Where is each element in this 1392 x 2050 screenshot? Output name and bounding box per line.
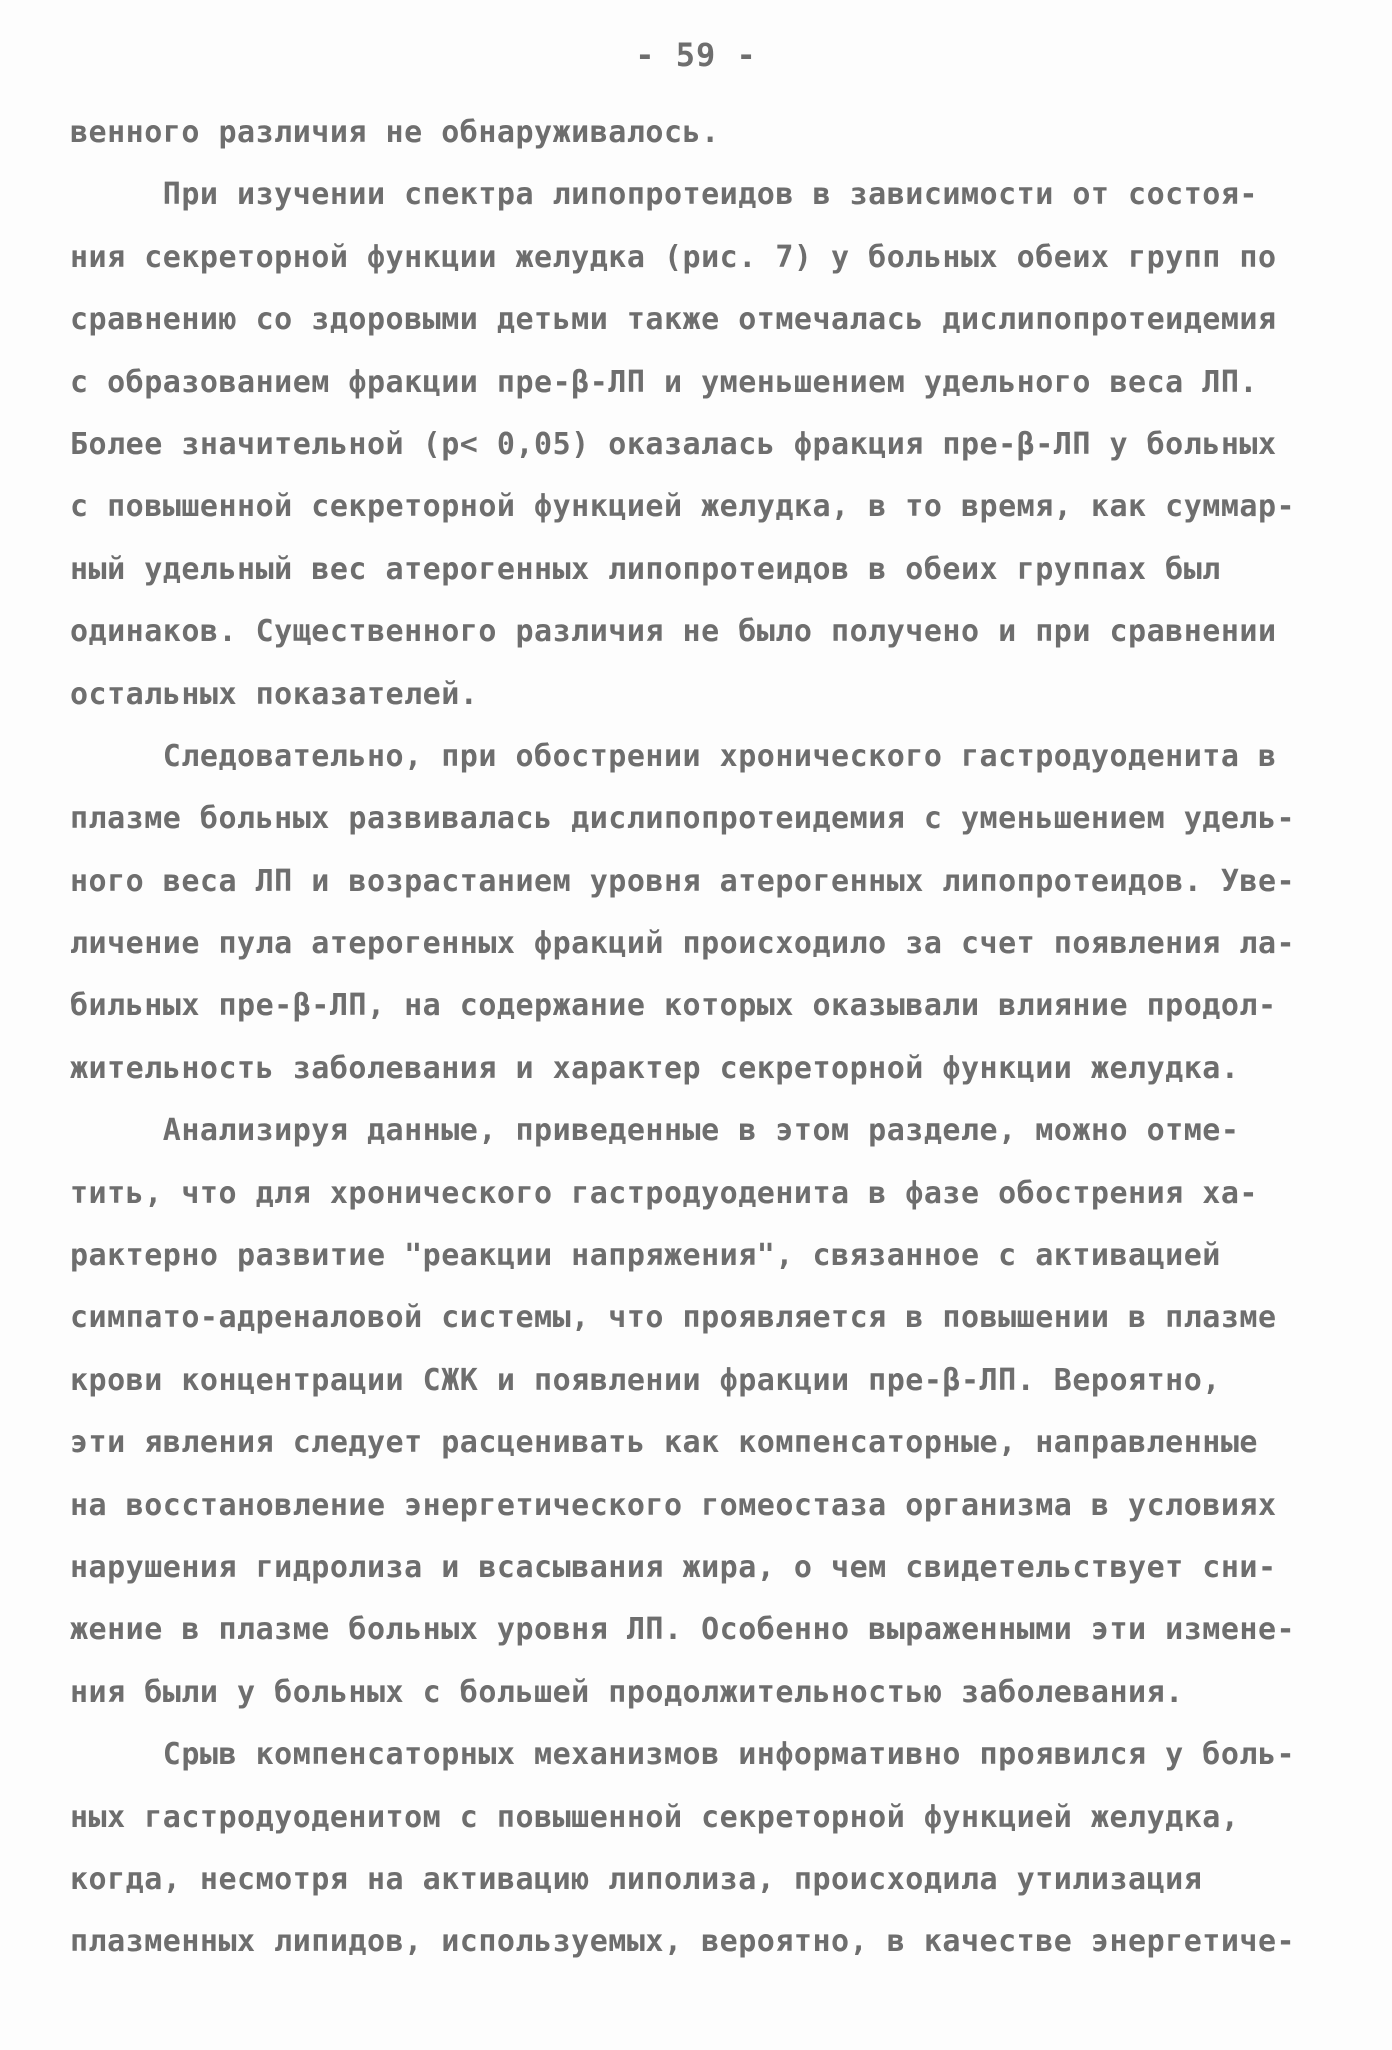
text-line: жение в плазме больных уровня ЛП. Особенно выраженными эти измене- (70, 1612, 1296, 1648)
text-line: ных гастродуоденитом с повышенной секреторной функцией желудка, (70, 1799, 1240, 1835)
text-line: нарушения гидролиза и всасывания жира, о чем свидетельствует сни- (70, 1549, 1277, 1585)
text-line: плазменных липидов, используемых, вероятно, в качестве энергетиче- (70, 1924, 1296, 1960)
text-line: венного различия не обнаруживалось. (70, 115, 720, 150)
text-line: тить, что для хронического гастродуоденита в фазе обострения ха- (70, 1175, 1258, 1211)
text-line: на восстановление энергетического гомеостаза организма в условиях (70, 1487, 1277, 1523)
text-line: остальных показателей. (70, 676, 479, 712)
text-line: ный удельный вес атерогенных липопротеидов в обеих группах был (70, 551, 1221, 587)
text-line: рактерно развитие "реакции напряжения", связанное с активацией (70, 1238, 1221, 1274)
text-line: крови концентрации СЖК и появлении фракции пре-β-ЛП. Вероятно, (70, 1362, 1221, 1398)
text-line: ного веса ЛП и возрастанием уровня атерогенных липопротеидов. Уве- (70, 863, 1296, 899)
text-line: с повышенной секреторной функцией желудка, в то время, как суммар- (70, 489, 1296, 525)
text-line: с образованием фракции пре-β-ЛП и уменьшением удельного веса ЛП. (70, 364, 1258, 400)
text-line: Более значительной (р< 0,05) оказалась фракция пре-β-ЛП у больных (70, 426, 1277, 462)
text-line: жительность заболевания и характер секреторной функции желудка. (70, 1050, 1240, 1086)
text-line: ния секреторной функции желудка (рис. 7) у больных обеих групп по (70, 239, 1277, 275)
text-line: личение пула атерогенных фракций происходило за счет появления ла- (70, 926, 1296, 962)
page-number: - 59 - (635, 36, 757, 74)
text-line: плазме больных развивалась дислипопротеидемия с уменьшением удель- (70, 801, 1296, 837)
body-text (70, 102, 1320, 1974)
text-line: При изучении спектра липопротеидов в зависимости от состоя- (70, 177, 1258, 213)
text-line: ния были у больных с большей продолжительностью заболевания. (70, 1674, 1184, 1710)
text-line: эти явления следует расценивать как компенсаторные, направленные (70, 1425, 1258, 1461)
text-line: бильных пре-β-ЛП, на содержание которых оказывали влияние продол- (70, 988, 1277, 1024)
text-line: Следовательно, при обострении хронического гастродуоденита в (70, 738, 1277, 774)
text-line: когда, несмотря на активацию липолиза, происходила утилизация (70, 1861, 1203, 1897)
text-line: Анализируя данные, приведенные в этом разделе, можно отме- (70, 1113, 1240, 1149)
text-line: Срыв компенсаторных механизмов информативно проявился у боль- (70, 1737, 1296, 1773)
text-line: одинаков. Существенного различия не было получено и при сравнении (70, 614, 1277, 650)
text-line: симпато-адреналовой системы, что проявляется в повышении в плазме (70, 1300, 1277, 1336)
text-line: сравнению со здоровыми детьми также отмечалась дислипопротеидемия (70, 302, 1277, 338)
